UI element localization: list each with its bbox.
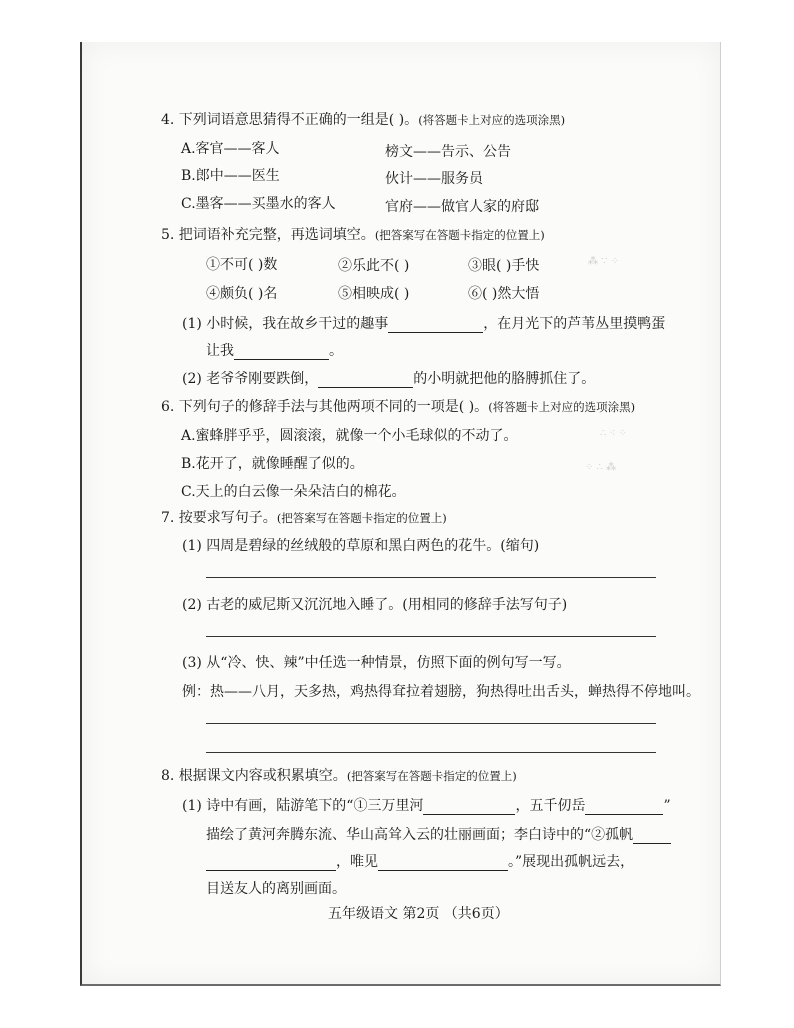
bleed-through-mark: ⁘ ∴ ⁂ — [585, 462, 617, 473]
q4-option-a-left: A.客官——客人 — [181, 141, 280, 157]
q5-word-5: ⑤相映成( ) — [338, 286, 410, 302]
q6-option-c: C.天上的白云像一朵朵洁白的棉花。 — [181, 484, 406, 500]
q8-line-2: 描绘了黄河奔腾东流、华山高耸入云的壮丽画面；李白诗中的“②孤帆 — [206, 826, 671, 844]
q7-part-2: (2) 古老的威尼斯又沉沉地入睡了。(用相同的修辞手法写句子) — [182, 597, 568, 613]
q8-line-1: (1) 诗中有画，陆游笔下的“①三万里河 ，五千仞岳 ” — [182, 798, 671, 814]
q7-part-1: (1) 四周是碧绿的丝绒般的草原和黑白两色的花牛。(缩句) — [182, 538, 540, 554]
q7-answer-line-4[interactable] — [206, 752, 656, 753]
q5-word-4: ④颇负( )名 — [206, 286, 278, 302]
q4-option-a-right: 榜文——告示、公告 — [385, 144, 511, 160]
bleed-through-mark: ∴ ⁖ ⁘ — [600, 428, 627, 439]
answer-blank[interactable] — [206, 856, 336, 871]
q7-answer-line-2[interactable] — [206, 636, 656, 637]
q4-option-b-left: B.郎中——医生 — [181, 168, 280, 184]
q5-stem: 5. 把词语补充完整，再选词填空。(把答案写在答题卡指定的位置上) — [161, 227, 545, 243]
q7-answer-line-3[interactable] — [206, 723, 656, 724]
page-footer: 五年级语文 第2页 （共6页） — [328, 906, 509, 922]
q4-option-b-right: 伙计——服务员 — [385, 171, 483, 187]
q7-stem: 7. 按要求写句子。(把答案写在答题卡指定的位置上) — [161, 510, 447, 526]
q8-line-3: ，唯见 。”展现出孤帆远去， — [206, 853, 634, 871]
answer-blank[interactable] — [234, 345, 329, 360]
answer-blank[interactable] — [423, 800, 515, 815]
q8-line-4: 目送友人的离别画面。 — [206, 881, 346, 897]
answer-blank[interactable] — [388, 318, 483, 333]
q5-sentence-1-cont: 让我 。 — [206, 343, 343, 359]
answer-blank[interactable] — [318, 373, 413, 388]
q8-stem: 8. 根据课文内容或积累填空。(把答案写在答题卡指定的位置上) — [161, 768, 517, 784]
q6-option-a: A.蜜蜂胖乎乎，圆滚滚，就像一个小毛球似的不动了。 — [181, 428, 518, 444]
bleed-through-mark: ⁂ ∵ ⁘ — [588, 256, 620, 267]
q5-word-3: ③眼( )手快 — [468, 258, 540, 274]
answer-blank[interactable] — [633, 829, 671, 844]
q5-sentence-2: (2) 老爷爷刚要跌倒， 的小明就把他的胳膊抓住了。 — [182, 371, 596, 387]
q5-word-6: ⑥( )然大悟 — [468, 286, 540, 302]
q4-option-c-right: 官府——做官人家的府邸 — [385, 199, 539, 215]
q4-stem: 4. 下列词语意思猜得不正确的一组是( )。(将答题卡上对应的选项涂黑) — [161, 112, 566, 128]
answer-blank[interactable] — [585, 800, 663, 815]
q7-answer-line-1[interactable] — [206, 577, 656, 578]
q5-word-1: ①不可( )数 — [206, 257, 278, 273]
q5-word-2: ②乐此不( ) — [338, 258, 410, 274]
q6-stem: 6. 下列句子的修辞手法与其他两项不同的一项是( )。(将答题卡上对应的选项涂黑) — [161, 399, 636, 415]
q7-part-3: (3) 从“冷、快、辣”中任选一种情景，仿照下面的例句写一写。 — [182, 655, 571, 671]
q6-option-b: B.花开了，就像睡醒了似的。 — [181, 456, 364, 472]
q7-example: 例：热——八月，天多热，鸡热得耷拉着翅膀，狗热得吐出舌头，蝉热得不停地叫。 — [182, 684, 700, 700]
q5-sentence-1: (1) 小时候，我在故乡干过的趣事 ，在月光下的芦苇丛里摸鸭蛋 — [182, 316, 666, 332]
answer-blank[interactable] — [378, 856, 508, 871]
q4-option-c-left: C.墨客——买墨水的客人 — [181, 196, 336, 212]
